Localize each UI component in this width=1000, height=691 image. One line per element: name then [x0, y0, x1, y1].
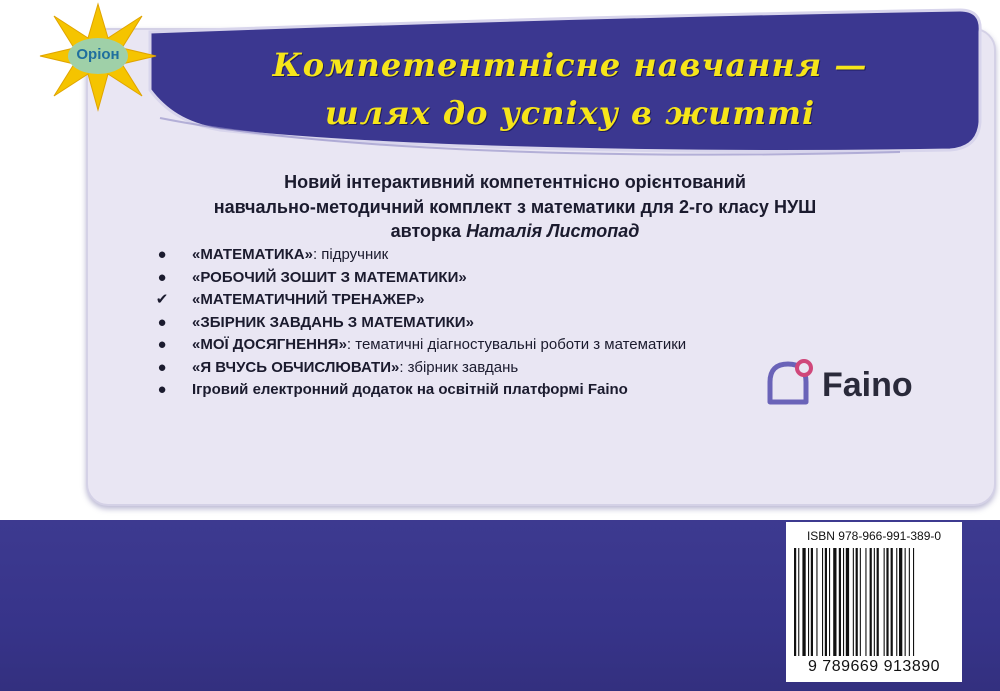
barcode-bar	[808, 548, 809, 656]
barcode-bar	[839, 548, 841, 656]
item-title: «МАТЕМАТИЧНИЙ ТРЕНАЖЕР»	[192, 291, 425, 308]
barcode-bar	[825, 548, 827, 656]
barcode-bar	[865, 548, 866, 656]
item-desc: : збірник завдань	[399, 358, 519, 376]
isbn-barcode-block	[786, 522, 962, 682]
item-title: «РОБОЧИЙ ЗОШИТ З МАТЕМАТИКИ»	[192, 268, 467, 286]
list-item	[152, 267, 686, 290]
bullet-icon: ●	[157, 358, 167, 376]
banner-line-1: Компетентнісне навчання —	[272, 46, 868, 84]
item-desc: : підручник	[312, 246, 389, 263]
barcode-bar	[798, 548, 799, 656]
barcode-bar	[811, 548, 813, 656]
barcode-bar	[856, 548, 858, 656]
item-title: «ЗБІРНИК ЗАВДАНЬ З МАТЕМАТИКИ»	[192, 313, 474, 331]
isbn-digits: 9 789669 913890	[807, 658, 941, 675]
barcode-bar	[833, 548, 836, 656]
item-desc: : тематичні діагностувальні роботи з математики	[346, 336, 687, 353]
item-title: «МАТЕМАТИКА»	[192, 246, 313, 263]
orion-logo	[38, 2, 158, 112]
bullet-icon: ●	[157, 381, 167, 398]
barcode-bar	[816, 548, 817, 656]
list-item	[152, 334, 686, 357]
faino-wordmark: Faino	[822, 366, 913, 404]
author-name: Наталія Листопад	[466, 221, 640, 241]
faino-logo	[764, 358, 934, 408]
bullet-icon: ●	[157, 246, 167, 263]
isbn-label: ISBN 978-966-991-389-0	[806, 529, 942, 543]
barcode-bar	[884, 548, 885, 656]
barcode-bar	[905, 548, 906, 656]
barcode-bar	[896, 548, 897, 656]
bullet-icon: ●	[157, 313, 167, 331]
barcode-bar	[877, 548, 879, 656]
list-item	[152, 379, 686, 402]
list-item	[152, 312, 686, 335]
barcode-bar	[829, 548, 830, 656]
barcode-bar	[913, 548, 914, 656]
barcode-bar	[899, 548, 902, 656]
list-item	[152, 357, 686, 380]
checkmark-icon: ✔	[155, 291, 169, 308]
intro-line-3	[110, 221, 920, 242]
orion-logo-text: Оріон	[76, 46, 120, 63]
barcode-bar	[822, 548, 823, 656]
bullet-icon: ●	[157, 268, 167, 286]
list-item	[152, 244, 686, 267]
item-title: «МОЇ ДОСЯГНЕННЯ»	[192, 336, 347, 353]
barcode-bar	[843, 548, 844, 656]
banner-line-2: шлях до успіху в житті	[324, 94, 816, 132]
barcode-bar	[860, 548, 861, 656]
product-list	[152, 244, 686, 402]
intro-line-1: Новий інтерактивний компетентнісно орієнтований	[284, 172, 746, 192]
barcode-bar	[909, 548, 910, 656]
item-title: Ігровий електронний додаток на освітній платформі Faino	[192, 381, 628, 398]
barcode-bar	[886, 548, 888, 656]
barcode-bar	[846, 548, 849, 656]
barcode-icon	[794, 548, 954, 658]
faino-bell-icon	[764, 358, 820, 408]
barcode-bar	[891, 548, 893, 656]
item-title: «Я ВЧУСЬ ОБЧИСЛЮВАТИ»	[192, 358, 400, 376]
barcode-bar	[874, 548, 875, 656]
barcode-bar	[794, 548, 796, 656]
barcode-bar	[853, 548, 854, 656]
barcode-bar	[802, 548, 805, 656]
intro-author-prefix: авторка	[390, 221, 467, 241]
intro-line-2: навчально-методичний комплект з математики для 2-го класу НУШ	[213, 197, 817, 217]
bullet-icon: ●	[157, 336, 167, 353]
list-item	[152, 289, 686, 312]
barcode-bar	[870, 548, 872, 656]
